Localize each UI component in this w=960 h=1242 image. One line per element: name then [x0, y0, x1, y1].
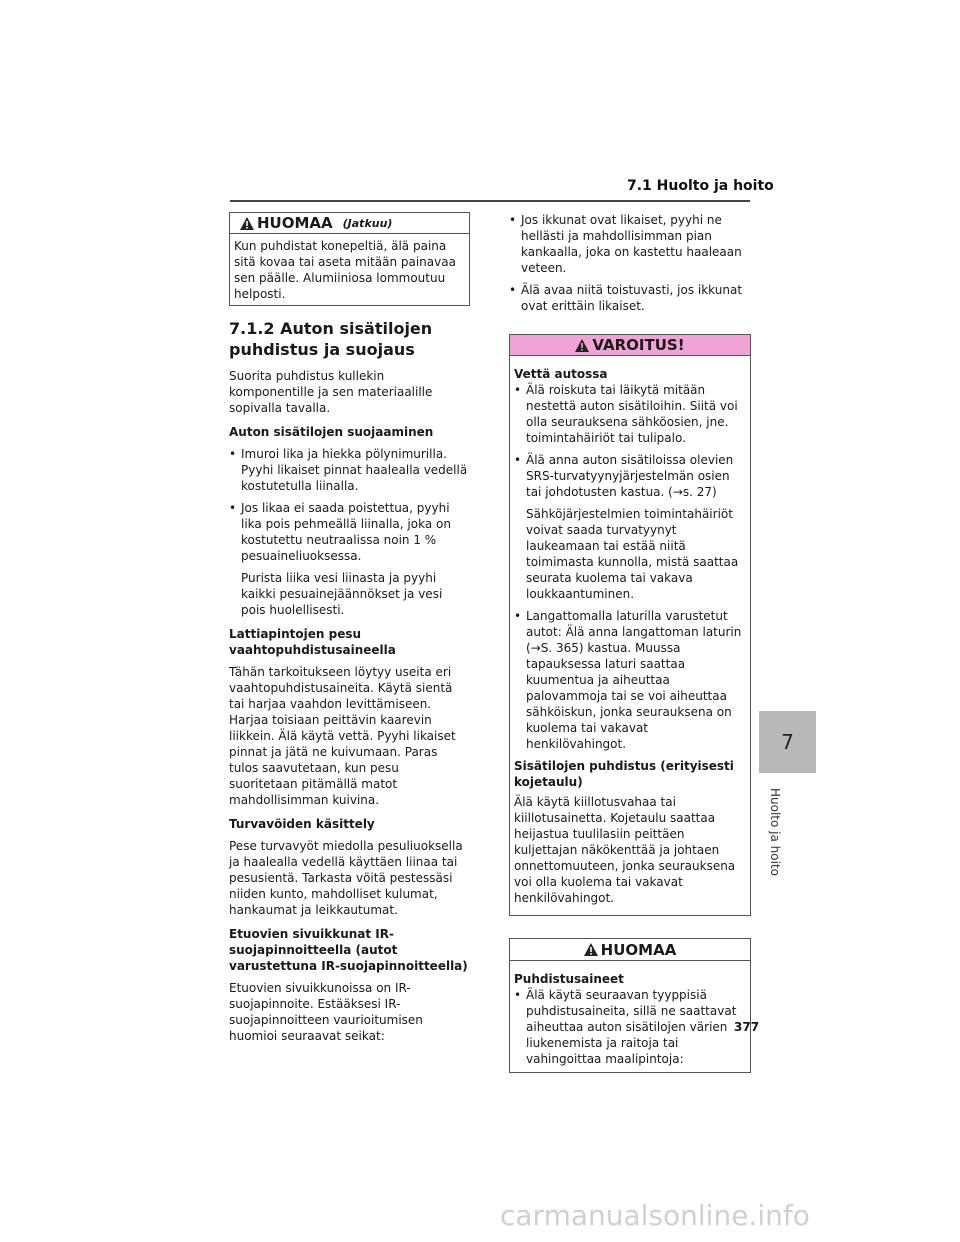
- bullet-text: Älä käytä seuraavan tyyppisiä puhdistusaineita, sillä ne saattavat aiheuttaa auton sisätilojen värien liukenemista ja raitoja tai vahingoittaa maalipintoja:: [526, 988, 737, 1066]
- section-header: 7.1 Huolto ja hoito: [627, 178, 774, 194]
- page-number: 377: [734, 1020, 760, 1034]
- warning-subheading-dashboard: Sisätilojen puhdistus (erityisesti kojetaulu): [514, 759, 734, 789]
- right-column: [509, 212, 751, 1095]
- caution-icon: [240, 217, 254, 230]
- bullet-text: Jos likaa ei saada poistettua, pyyhi lika pois pehmeällä liinalla, joka on kostutettu neutraalissa noin 1 % pesuaineliuoksessa.: [241, 501, 451, 563]
- bullet-icon: •: [514, 453, 522, 467]
- bullet-icon: •: [514, 988, 522, 1002]
- list-item: [229, 446, 470, 494]
- warning-dashboard-text: Älä käytä kiillotusvahaa tai kiillotusainetta. Kojetaulu saattaa heijastua tuulilasiin peittäen kuljettajan näkökenttää ja johtaen onnettomuuteen, jonka seurauksena voi olla kuolema tai vakavat henkilövahingot.: [514, 795, 736, 905]
- bullet-icon: •: [509, 283, 517, 297]
- warning-body: [510, 356, 750, 915]
- note-continued-title: HUOMAA: [257, 214, 333, 232]
- bullet-text: Älä roiskuta tai läikytä mitään nestettä auton sisätiloihin. Siitä voi olla seurauksena sähköosien, jne. toimintahäiriöt tai tulipalo.: [526, 383, 738, 445]
- chapter-tab: 7: [759, 711, 816, 773]
- warning-box: [509, 334, 751, 916]
- continued-label: (Jatkuu): [342, 216, 393, 230]
- seatbelt-paragraph: Pese turvavyöt miedolla pesuliuoksella ja haalealla vedellä käyttäen liinaa tai pesusientä. Tarkasta vöitä pestessäsi niiden kunto, mahdolliset kulumat, hankaumat ja leikkautumat.: [229, 839, 463, 917]
- bullet-text: Imuroi lika ja hiekka pölynimurilla. Pyyhi likaiset pinnat haalealla vedellä kostutetulla liinalla.: [241, 447, 468, 493]
- bullet-text: Jos ikkunat ovat likaiset, pyyhi ne hellästi ja mahdollisimman pian kankaalla, joka on kastettu haaleaan veteen.: [521, 213, 742, 275]
- subheading-floor: Lattiapintojen pesu vaahtopuhdistusaineella: [229, 627, 396, 657]
- note-continued-box: [229, 212, 470, 306]
- intro-paragraph: Suorita puhdistus kullekin komponentille ja sen materiaalille sopivalla tavalla.: [229, 369, 433, 415]
- warning-title: VAROITUS!: [592, 336, 685, 354]
- warning-icon: [575, 339, 589, 352]
- ir-windows-paragraph: Etuovien sivuikkunoissa on IR-suojapinnoite. Estääksesi IR-suojapinnoitteen vaurioitumisen huomioi seuraavat seikat:: [229, 981, 423, 1043]
- bullet-icon: •: [509, 213, 517, 227]
- watermark: carmanualsonline.info: [500, 1199, 810, 1232]
- warning-header: [510, 335, 750, 356]
- list-item: [514, 452, 746, 602]
- note-title: HUOMAA: [600, 940, 677, 959]
- note-header: [510, 939, 750, 961]
- caution-icon: [584, 943, 598, 956]
- bullet-text: Älä avaa niitä toistuvasti, jos ikkunat ovat erittäin likaiset.: [521, 283, 743, 313]
- subheading-ir-windows: Etuovien sivuikkunat IR-suojapinnoitteella (autot varustettuna IR-suojapinnoitteella): [229, 927, 468, 973]
- header-rule: [230, 200, 750, 202]
- section-title: 7.1.2 Auton sisätilojen puhdistus ja suojaus: [229, 319, 433, 359]
- subheading-seatbelts: Turvavöiden käsittely: [229, 817, 375, 831]
- bullet-continuation: Purista liika vesi liinasta ja pyyhi kaikki pesuainejäännökset ja vesi pois huolellisesti.: [241, 571, 443, 617]
- left-column: [229, 212, 470, 1050]
- subheading-protection: Auton sisätilojen suojaaminen: [229, 425, 434, 439]
- bullet-icon: •: [514, 383, 522, 397]
- floor-paragraph: Tähän tarkoitukseen löytyy useita eri vaahtopuhdistusaineita. Käytä sientä tai harjaa vaahdon levittämiseen. Harjaa toisiaan peittävin kaarevin liikkein. Älä käytä vettä. Pyyhi likaiset pinnat ja jätä ne kuivumaan. Paras tulos saavutetaan, kun pesu suoritetaan pitämällä matot mahdollisimman kuivina.: [229, 665, 456, 807]
- note-continued-text: Kun puhdistat konepeltiä, älä paina sitä kovaa tai aseta mitään painavaa sen päälle. Alumiiniosa lommoutuu helposti.: [234, 239, 456, 301]
- bullet-icon: •: [229, 501, 237, 515]
- note-box: [509, 938, 751, 1073]
- bullet-icon: •: [514, 609, 522, 623]
- chapter-label: Huolto ja hoito: [768, 788, 782, 876]
- list-item: [509, 212, 751, 276]
- list-item: [514, 987, 746, 1067]
- bullet-text: Älä anna auton sisätiloissa olevien SRS-turvatyynyjärjestelmän osien tai johdotusten kastua. (→s. 27): [526, 453, 734, 499]
- list-item: [514, 608, 746, 752]
- bullet-continuation: Sähköjärjestelmien toimintahäiriöt voivat saada turvatyynyt laukeamaan tai estää niitä toimimasta kunnolla, mistä saattaa seurata kuolema tai vakava loukkaantuminen.: [526, 507, 739, 601]
- bullet-text: Langattomalla laturilla varustetut autot: Älä anna langattoman laturin (→S. 365) kastua. Muussa tapauksessa laturi saattaa kuumentua ja aiheuttaa palovammoja tai se voi aiheuttaa sähköiskun, jonka seurauksena on kuolema tai vakavat henkilövahingot.: [526, 609, 742, 751]
- list-item: [514, 382, 746, 446]
- note-subheading: Puhdistusaineet: [514, 972, 624, 986]
- warning-subheading-water: Vettä autossa: [514, 367, 608, 381]
- note-body: [510, 961, 750, 1072]
- note-continued-header: [230, 213, 469, 234]
- list-item: [509, 282, 751, 314]
- list-item: [229, 500, 470, 618]
- bullet-icon: •: [229, 447, 237, 461]
